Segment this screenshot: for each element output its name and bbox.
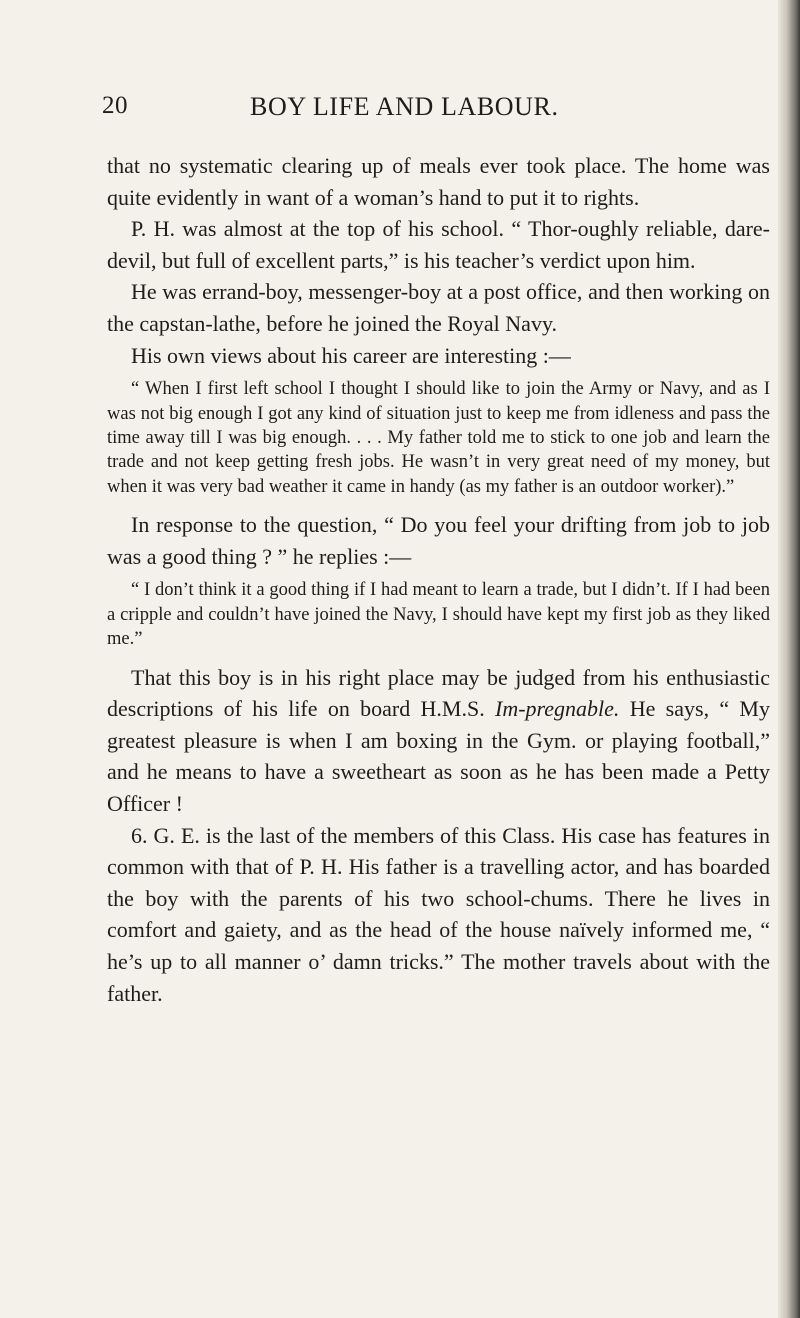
quote-ph-reply: “ I don’t think it a good thing if I had meant to learn a trade, but I didn’t. If I had been a cripple and couldn’t have joined the Navy, I should have kept my first job as they liked me.” — [107, 580, 770, 650]
ship-name: Im-pregnable. — [495, 696, 620, 722]
paragraph-right-place — [107, 662, 770, 820]
paragraph-question: In response to the question, “ Do you feel your drifting from job to job was a good thing ? ” he replies :— — [107, 512, 770, 569]
paragraph-views-intro: His own views about his career are interesting :— — [131, 342, 571, 368]
quote-ph-career: “ When I first left school I thought I should like to join the Army or Navy, and as I was not big enough I got any kind of situation just to keep me from idleness and pass the time away till I was big enough. . . . My father told me to stick to one job and learn the trade and not keep getting fresh jobs. He wasn’t in very great need of my money, but when it was very bad weather it came in handy (as my father is an outdoor worker).” — [107, 379, 770, 497]
paragraph-ph-school: P. H. was almost at the top of his school. “ Thor-oughly reliable, dare-devil, but full of excellent parts,” is his teacher’s verdict upon him. — [107, 216, 770, 273]
running-title: BOY LIFE AND LABOUR. — [250, 92, 559, 121]
paragraph-ge: 6. G. E. is the last of the members of this Class. His case has features in common with that of P. H. His father is a travelling actor, and has boarded the boy with the parents of his two school-chums. There he lives in comfort and gaiety, and as the head of the house naïvely informed me, “ he’s up to all manner o’ damn tricks.” The mother travels about with the father. — [107, 822, 770, 1006]
paragraph-right-place-text: That this boy is in his right place may be judged from his enthusiastic descriptions of his life on board H.M.S. — [107, 664, 770, 722]
paragraph-ph-jobs: He was errand-boy, messenger-boy at a post office, and then working on the capstan-lathe, before he joined the Royal Navy. — [107, 279, 770, 336]
page-number: 20 — [102, 92, 128, 119]
paragraph-meals: that no systematic clearing up of meals ever took place. The home was quite evidently in want of a woman’s hand to put it to rights. — [107, 153, 770, 210]
page-edge-shadow — [778, 0, 800, 1318]
body-text — [107, 150, 770, 1009]
running-head — [0, 92, 790, 132]
paragraph-right-place-rest: He says, “ My greatest pleasure is when I am boxing in the Gym. or playing football,” and he means to have a sweetheart as soon as he has been made a Petty Officer ! — [107, 696, 770, 816]
